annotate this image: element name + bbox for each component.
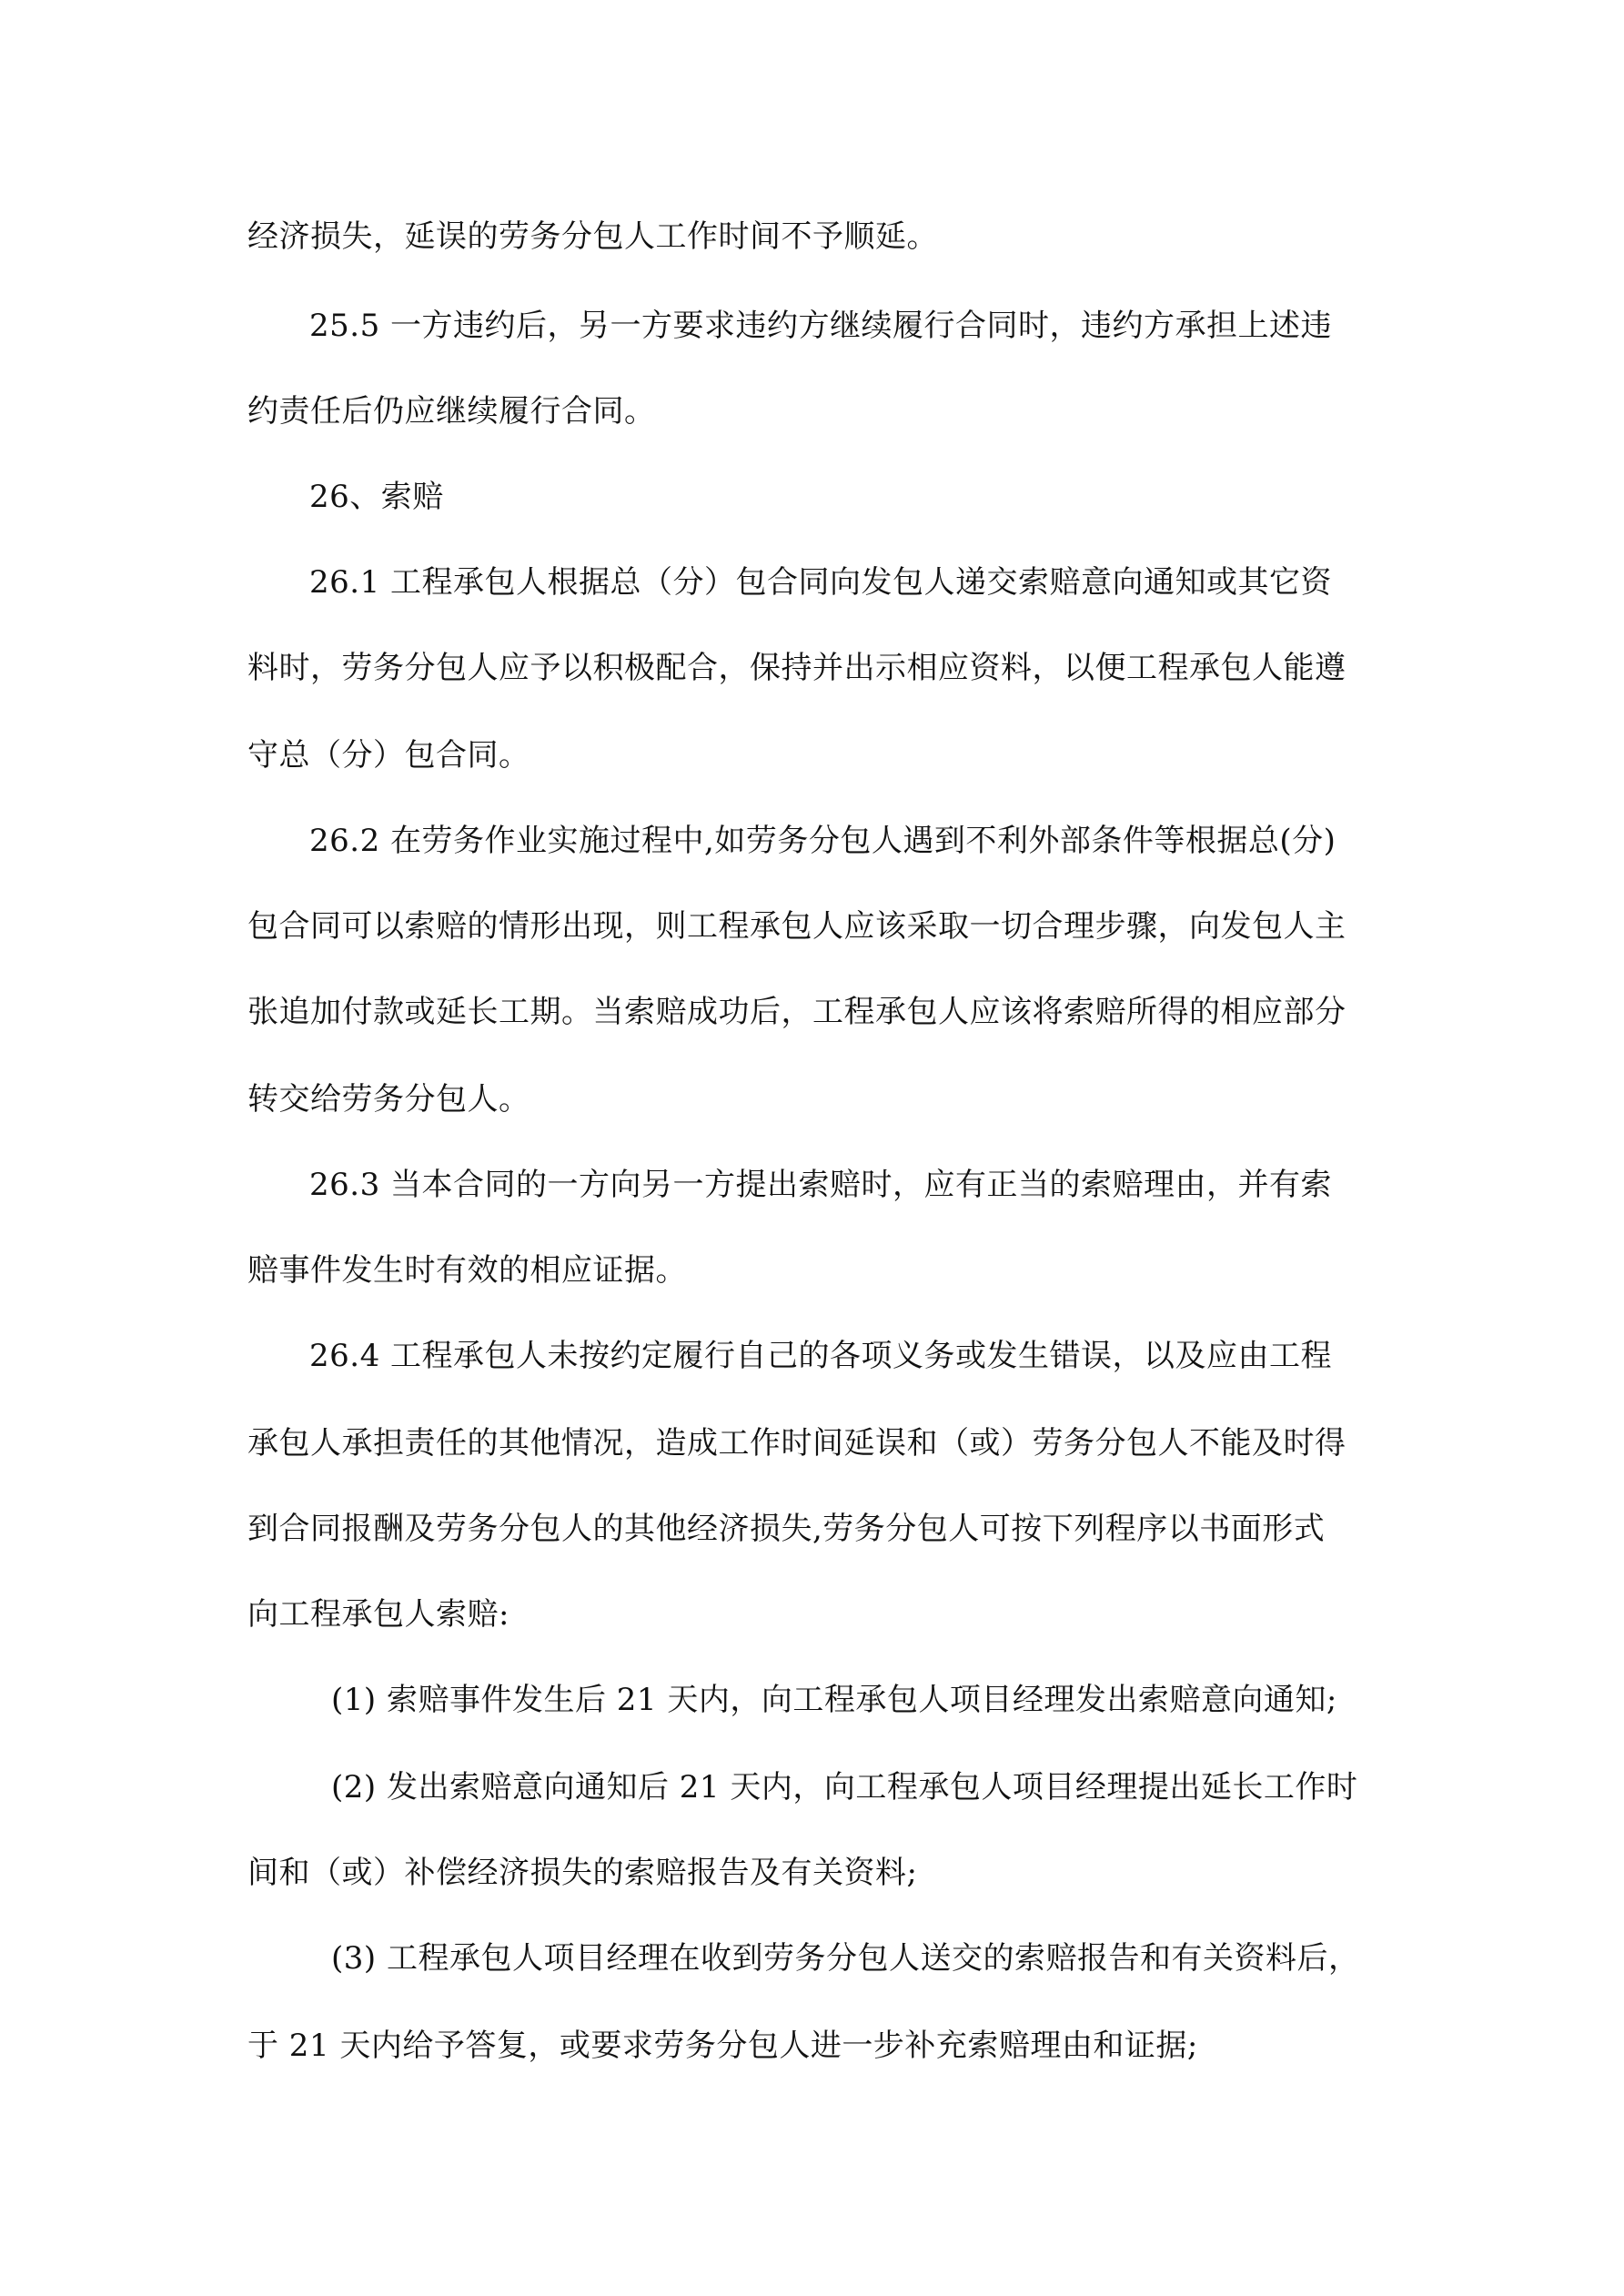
clause-26-4: 26.4 工程承包人未按约定履行自己的各项义务或发生错误，以及应由工程 [309, 1338, 1333, 1374]
paragraph-line: 承包人承担责任的其他情况，造成工作时间延误和（或）劳务分包人不能及时得 [247, 1425, 1347, 1462]
paragraph-line: 转交给劳务分包人。 [247, 1081, 530, 1118]
paragraph-line: 包合同可以索赔的情形出现，则工程承包人应该采取一切合理步骤，向发包人主 [247, 908, 1347, 945]
procedure-item-1: (1) 索赔事件发生后 21 天内，向工程承包人项目经理发出索赔意向通知; [331, 1682, 1337, 1718]
paragraph-line: 到合同报酬及劳务分包人的其他经济损失,劳务分包人可按下列程序以书面形式 [247, 1511, 1326, 1547]
paragraph-line: 守总（分）包合同。 [247, 737, 530, 774]
paragraph-line: 间和（或）补偿经济损失的索赔报告及有关资料; [247, 1855, 918, 1891]
paragraph-line: 于 21 天内给予答复，或要求劳务分包人进一步补充索赔理由和证据; [247, 2028, 1198, 2064]
paragraph-line: 经济损失，延误的劳务分包人工作时间不予顺延。 [247, 218, 938, 255]
paragraph-line: 向工程承包人索赔: [247, 1596, 509, 1633]
paragraph-line: 料时，劳务分包人应予以积极配合，保持并出示相应资料，以便工程承包人能遵 [247, 650, 1347, 686]
paragraph-line: 赔事件发生时有效的相应证据。 [247, 1252, 687, 1289]
procedure-item-2: (2) 发出索赔意向通知后 21 天内，向工程承包人项目经理提出延长工作时 [331, 1769, 1358, 1805]
procedure-item-3: (3) 工程承包人项目经理在收到劳务分包人送交的索赔报告和有关资料后， [331, 1940, 1360, 1977]
clause-26-1: 26.1 工程承包人根据总（分）包合同向发包人递交索赔意向通知或其它资 [309, 564, 1333, 601]
clause-26-3: 26.3 当本合同的一方向另一方提出索赔时，应有正当的索赔理由，并有索 [309, 1167, 1333, 1203]
paragraph-line: 约责任后仍应继续履行合同。 [247, 393, 656, 430]
clause-25-5: 25.5 一方违约后，另一方要求违约方继续履行合同时，违约方承担上述违 [309, 308, 1333, 344]
clause-26-2: 26.2 在劳务作业实施过程中,如劳务分包人遇到不利外部条件等根据总(分) [309, 823, 1337, 859]
paragraph-line: 张追加付款或延长工期。当索赔成功后，工程承包人应该将索赔所得的相应部分 [247, 994, 1347, 1030]
section-heading-claims: 26、索赔 [309, 479, 444, 515]
